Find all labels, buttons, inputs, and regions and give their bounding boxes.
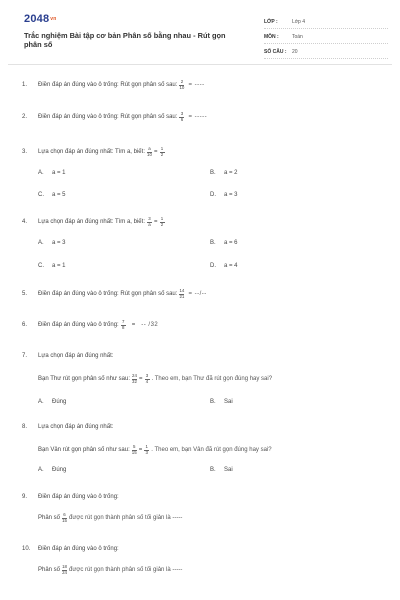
equals-sign: = (153, 219, 158, 225)
fraction (121, 320, 126, 330)
option-text: a = 3 (224, 192, 238, 198)
denominator: 32 (132, 378, 137, 384)
option-c[interactable] (38, 190, 66, 200)
question-number: 9. (22, 494, 28, 500)
question-text: Lựa chọn đáp án đúng nhất: (38, 353, 114, 359)
denominator: 2 (160, 151, 164, 157)
option-letter: B. (210, 170, 216, 176)
site-logo[interactable] (24, 13, 57, 25)
numerator: 6 (63, 511, 66, 517)
question-number: 5. (22, 291, 28, 297)
question-text: Lựa chọn đáp án đúng nhất: Tìm a, biết: (38, 219, 145, 225)
numerator: 1 (145, 443, 148, 449)
question-number: 3. (22, 149, 28, 155)
question-6 (22, 320, 382, 330)
numerator: a (148, 145, 151, 151)
meta-row-count (264, 46, 388, 59)
meta-label: MÔN : (264, 34, 279, 40)
worksheet-title: Trắc nghiệm Bài tập cơ bản Phân số bằng nhau - Rút gọn phân số (24, 31, 226, 49)
denominator: 15 (131, 449, 137, 455)
numerator: 3 (180, 110, 184, 116)
option-letter: B. (210, 240, 216, 246)
question-number: 8. (22, 424, 28, 430)
option-letter: A. (38, 240, 44, 246)
meta-value: Toán (292, 34, 303, 40)
denominator: 4 (145, 378, 149, 384)
worksheet-meta (264, 16, 388, 61)
question-9 (22, 492, 382, 502)
statement-tail[interactable]: được rút gọn thành phân số tối giản là ----- (69, 567, 183, 573)
numerator: 2 (180, 78, 184, 84)
question-number: 4. (22, 219, 28, 225)
fraction (62, 565, 67, 575)
fraction (179, 112, 184, 122)
option-letter: D. (210, 263, 216, 269)
logo-suffix: vn (50, 16, 57, 23)
option-letter: A. (38, 467, 44, 473)
denominator: 3 (145, 449, 148, 455)
option-b[interactable] (210, 238, 238, 248)
question-5 (22, 289, 382, 299)
option-text: a = 2 (224, 170, 238, 176)
option-text: a = 6 (224, 240, 238, 246)
question-number: 1. (22, 82, 28, 88)
question-8 (22, 422, 382, 432)
numerator: 7 (122, 318, 125, 324)
numerator: 24 (132, 372, 137, 378)
numerator: 18 (62, 563, 67, 569)
fraction (147, 147, 152, 157)
question-10 (22, 544, 382, 554)
denominator: 24 (62, 569, 67, 575)
option-a[interactable] (38, 397, 66, 407)
question-3 (22, 147, 382, 157)
option-letter: B. (210, 467, 216, 473)
statement-tail[interactable]: được rút gọn thành phân số tối giản là ----- (69, 515, 183, 521)
meta-label: SỐ CÂU : (264, 49, 287, 55)
denominator: 21 (179, 293, 185, 299)
meta-label: LỚP : (264, 19, 278, 25)
denominator: 6 (180, 116, 184, 122)
meta-row-class (264, 16, 388, 29)
answer-blank[interactable]: = --/-- (188, 291, 207, 297)
option-letter: B. (210, 399, 216, 405)
fraction (144, 445, 149, 455)
equals-sign: = (153, 149, 158, 155)
meta-row-subject (264, 31, 388, 44)
question-1 (22, 80, 382, 90)
question-text: Điền đáp án đúng vào ô trống: (38, 494, 119, 500)
option-text: a = 3 (52, 240, 66, 246)
denominator: a (148, 221, 151, 227)
option-text: Đúng (52, 467, 67, 473)
option-letter: C. (38, 192, 44, 198)
denominator: 8 (122, 324, 125, 330)
option-d[interactable] (210, 261, 238, 271)
option-b[interactable] (210, 397, 233, 407)
question-text: Điền đáp án đúng vào ô trống: Rút gọn phân số sau: (38, 114, 178, 120)
option-letter: A. (38, 399, 44, 405)
question-number: 6. (22, 322, 28, 328)
fraction (160, 217, 165, 227)
option-text: a = 5 (52, 192, 66, 198)
denominator: 10 (179, 84, 185, 90)
option-text: a = 1 (52, 170, 66, 176)
logo-text: 2048 (24, 13, 50, 25)
option-letter: A. (38, 170, 44, 176)
question-text: Điền đáp án đúng vào ô trống: Rút gọn phân số sau: (38, 291, 178, 297)
question-8-statement (38, 445, 378, 455)
question-7 (22, 351, 382, 361)
denominator: 15 (62, 517, 67, 523)
question-number: 2. (22, 114, 28, 120)
numerator: 5 (133, 443, 136, 449)
fraction (160, 147, 165, 157)
option-a[interactable] (38, 238, 66, 248)
question-4 (22, 217, 382, 227)
statement-tail: . Theo em, bạn Vân đã rút gọn đúng hay sai? (151, 447, 272, 453)
equals-sign: = (138, 376, 143, 382)
fraction (147, 217, 152, 227)
statement-text: Phân số (38, 515, 61, 521)
numerator: 1 (160, 145, 164, 151)
equals-sign: = (138, 447, 143, 453)
meta-value: Lớp 4 (292, 19, 306, 25)
fraction (132, 445, 137, 455)
option-text: a = 1 (52, 263, 66, 269)
option-text: Sai (224, 467, 233, 473)
option-b[interactable] (210, 168, 238, 178)
question-7-statement (38, 374, 378, 384)
question-text: Lựa chọn đáp án đúng nhất: Tìm a, biết: (38, 149, 145, 155)
question-text: Điền đáp án đúng vào ô trống: (38, 322, 119, 328)
question-text: Điền đáp án đúng vào ô trống: (38, 546, 119, 552)
denominator: 10 (147, 151, 152, 157)
answer-blank[interactable]: = ----- (188, 114, 208, 120)
worksheet-header (8, 8, 392, 65)
question-text: Lựa chọn đáp án đúng nhất: (38, 424, 114, 430)
option-text: Đúng (52, 399, 67, 405)
option-text: a = 4 (224, 263, 238, 269)
question-text: Điền đáp án đúng vào ô trống: Rút gọn phân số sau: (38, 82, 178, 88)
statement-text: Bạn Thư rút gọn phân số như sau: (38, 376, 130, 382)
option-d[interactable] (210, 190, 238, 200)
question-10-statement (38, 565, 378, 575)
numerator: 1 (160, 215, 164, 221)
fraction (132, 374, 137, 384)
option-letter: C. (38, 263, 44, 269)
statement-tail: . Theo em, bạn Thư đã rút gọn đúng hay sai? (151, 376, 273, 382)
option-b[interactable] (210, 465, 233, 475)
numerator: 3 (145, 372, 149, 378)
statement-text: Phân số (38, 567, 61, 573)
question-number: 7. (22, 353, 28, 359)
numerator: 3 (148, 215, 151, 221)
equals-sign: = (131, 322, 136, 328)
answer-blank[interactable]: = ---- (188, 82, 205, 88)
meta-value: 20 (292, 49, 298, 55)
statement-text: Bạn Vân rút gọn phân số như sau: (38, 447, 130, 453)
fraction (179, 289, 184, 299)
fraction (145, 374, 150, 384)
option-text: Sai (224, 399, 233, 405)
numerator: 14 (179, 287, 185, 293)
question-number: 10. (22, 546, 31, 552)
denominator: 2 (160, 221, 164, 227)
answer-blank[interactable]: -- /32 (141, 322, 159, 328)
option-letter: D. (210, 192, 216, 198)
question-2 (22, 112, 382, 122)
option-c[interactable] (38, 261, 66, 271)
option-a[interactable] (38, 465, 66, 475)
fraction (62, 513, 67, 523)
option-a[interactable] (38, 168, 66, 178)
fraction (179, 80, 184, 90)
question-9-statement (38, 513, 378, 523)
